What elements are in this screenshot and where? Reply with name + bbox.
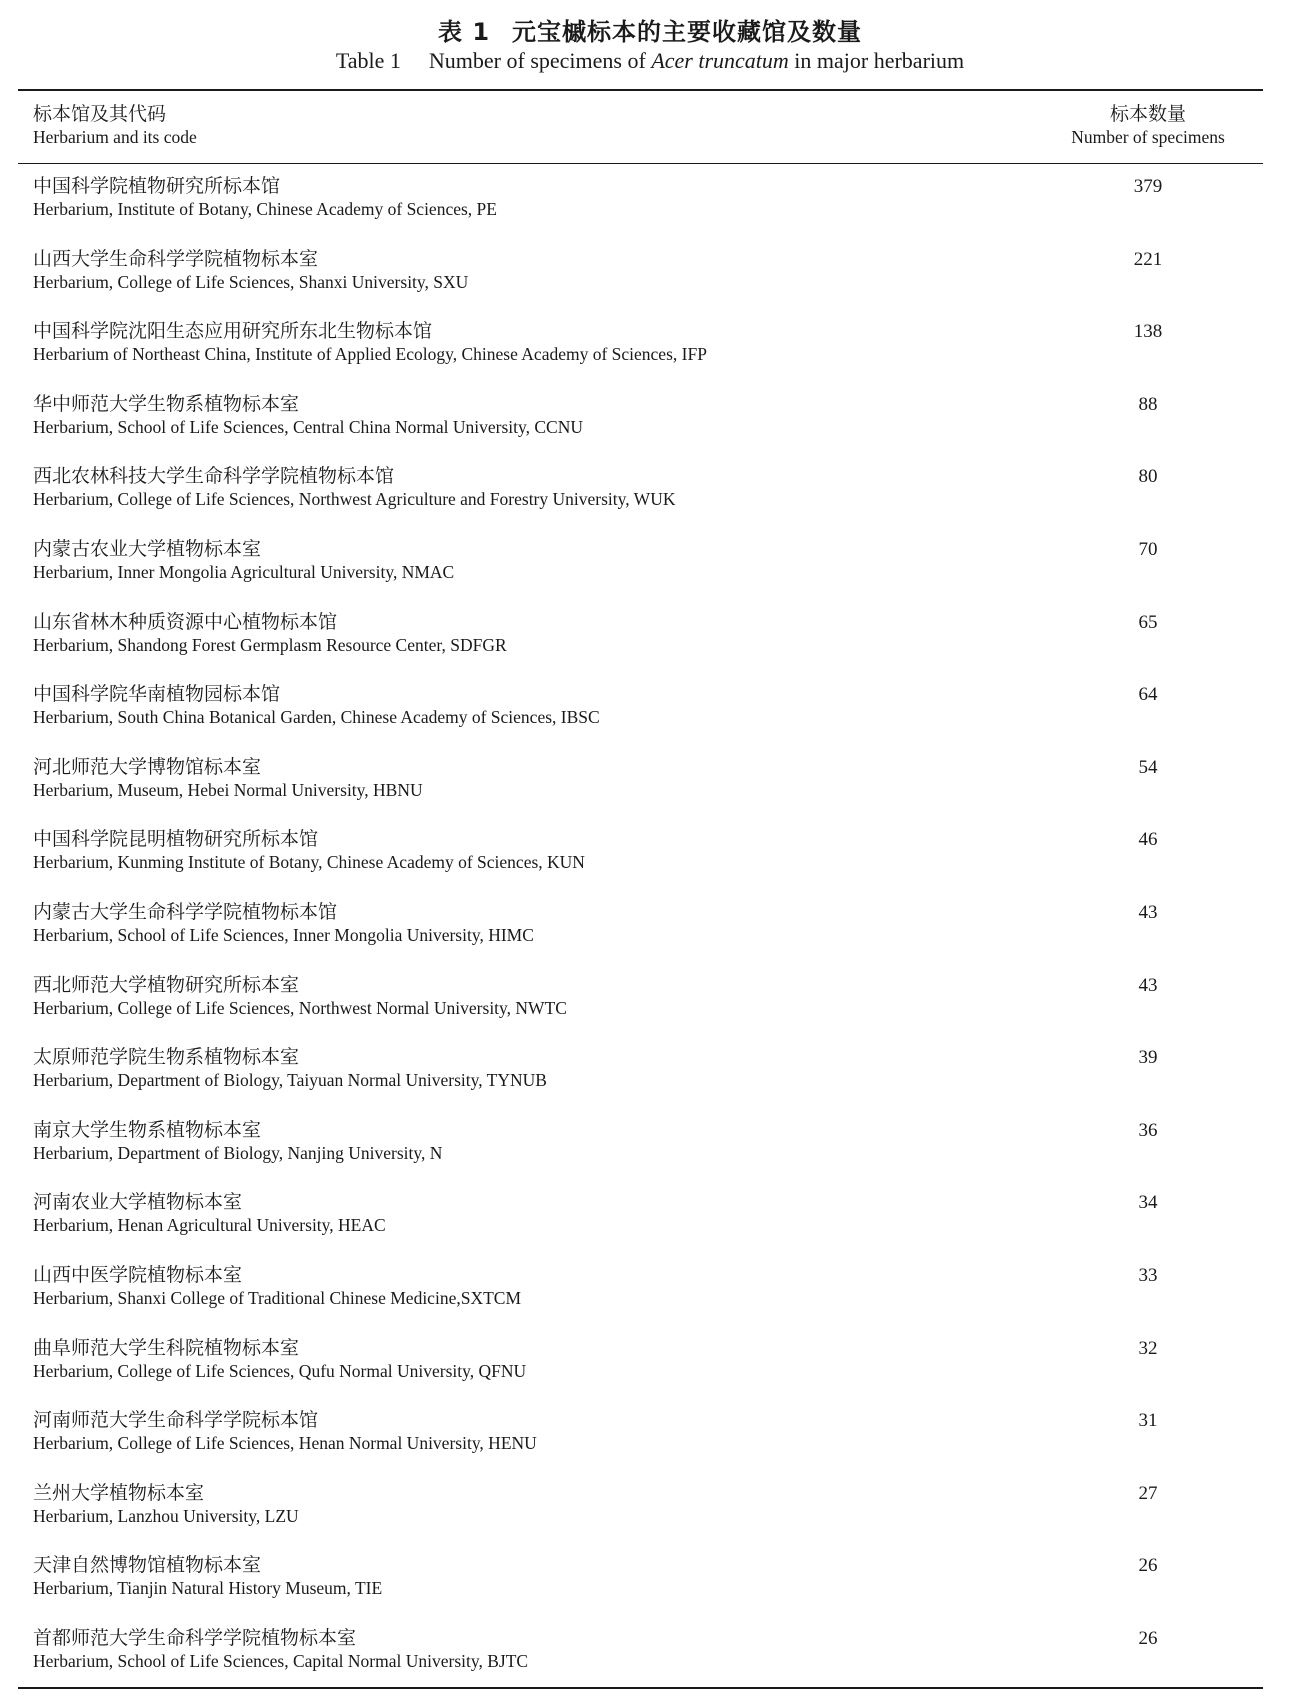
specimen-count: 88 [1138,393,1158,415]
specimen-count: 43 [1138,901,1158,923]
herbarium-name-en: Herbarium of Northeast China, Institute of Applied Ecology, Chinese Academy of Sciences, IFP [33,344,707,365]
specimen-count: 379 [1133,176,1163,197]
table-row [33,464,1248,537]
herbarium-name-cn: 天津自然博物馆植物标本室 [33,1554,262,1577]
header-col2-cn: 标本数量 [1109,103,1186,125]
specimen-count: 33 [1138,1264,1158,1286]
table-row [33,319,1248,392]
table-number-cn: 表 1 [437,18,491,46]
table-row [33,1190,1248,1263]
herbarium-name-en: Herbarium, Tianjin Natural History Museum, TIE [33,1578,383,1599]
table-caption-en [0,48,1300,74]
table-row [33,973,1248,1046]
specimen-count: 34 [1138,1192,1158,1214]
herbarium-name-en: Herbarium, Henan Agricultural University, HEAC [33,1215,386,1236]
table-row [33,1481,1248,1554]
table-row [33,1553,1248,1626]
herbarium-name-cn: 内蒙古农业大学植物标本室 [33,537,262,560]
herbarium-name-cn: 河南师范大学生命科学学院标本馆 [33,1409,319,1432]
header-col-herbarium [33,102,197,148]
herbarium-cell [33,755,1033,801]
herbarium-name-en: Herbarium, South China Botanical Garden, Chinese Academy of Sciences, IBSC [33,707,600,728]
herbarium-cell [33,1553,1033,1599]
herbarium-name-en: Herbarium, College of Life Sciences, Henan Normal University, HENU [33,1433,537,1454]
herbarium-cell [33,1118,1033,1164]
herbarium-cell [33,174,1033,220]
herbarium-name-en: Herbarium, Inner Mongolia Agricultural University, NMAC [33,561,455,582]
herbarium-name-cn: 河北师范大学博物馆标本室 [33,755,262,778]
herbarium-cell [33,247,1033,293]
table-row [33,900,1248,973]
herbarium-name-cn: 中国科学院植物研究所标本馆 [33,175,281,197]
herbarium-name-cn: 南京大学生物系植物标本室 [33,1118,262,1141]
herbarium-name-en: Herbarium, College of Life Sciences, Northwest Agriculture and Forestry University, WUK [33,489,676,510]
table-caption-cn [0,12,1300,47]
species-name: Acer truncatum [651,48,789,73]
herbarium-name-cn: 山西大学生命科学学院植物标本室 [33,247,319,270]
specimen-count: 31 [1138,1410,1158,1432]
table-row [33,1336,1248,1409]
herbarium-name-en: Herbarium, Shandong Forest Germplasm Resource Center, SDFGR [33,634,507,655]
herbarium-cell [33,464,1033,510]
table-row [33,827,1248,900]
specimen-count: 32 [1138,1337,1158,1359]
header-col-count [1048,102,1248,148]
table-row [33,174,1248,247]
herbarium-name-cn: 内蒙古大学生命科学学院植物标本馆 [33,900,338,923]
table-row [33,1118,1248,1191]
herbarium-name-cn: 兰州大学植物标本室 [33,1481,205,1504]
table-row [33,1045,1248,1118]
herbarium-cell [33,900,1033,946]
specimen-count: 46 [1138,829,1158,851]
herbarium-name-en: Herbarium, Institute of Botany, Chinese Academy of Sciences, PE [33,199,497,219]
herbarium-cell [33,827,1033,873]
herbarium-name-en: Herbarium, Museum, Hebei Normal University, HBNU [33,779,423,800]
herbarium-name-en: Herbarium, Lanzhou University, LZU [33,1505,299,1526]
herbarium-cell [33,1481,1033,1527]
herbarium-name-en: Herbarium, College of Life Sciences, Northwest Normal University, NWTC [33,997,567,1018]
specimen-count: 36 [1138,1119,1158,1141]
bottom-rule [18,1687,1263,1689]
table-title-en-pre: Number of specimens of [428,48,652,73]
table-title-cn: 元宝槭标本的主要收藏馆及数量 [512,18,863,46]
herbarium-name-cn: 中国科学院昆明植物研究所标本馆 [33,828,319,851]
herbarium-name-en: Herbarium, School of Life Sciences, Inner Mongolia University, HIMC [33,924,534,945]
table-row [33,755,1248,828]
specimen-count: 70 [1138,538,1158,560]
header-col1-en: Herbarium and its code [33,127,197,147]
herbarium-name-cn: 河南农业大学植物标本室 [33,1191,243,1214]
table-row [33,1408,1248,1481]
herbarium-name-cn: 太原师范学院生物系植物标本室 [33,1046,300,1069]
specimen-count: 26 [1138,1555,1158,1577]
specimen-count: 39 [1138,1047,1158,1069]
herbarium-name-cn: 曲阜师范大学生科院植物标本室 [33,1336,300,1359]
top-rule [18,89,1263,91]
specimen-count: 54 [1138,756,1158,778]
herbarium-cell [33,1408,1033,1454]
specimen-count: 80 [1138,466,1158,488]
herbarium-name-cn: 山东省林木种质资源中心植物标本馆 [33,610,338,633]
herbarium-cell [33,1336,1033,1382]
table-row [33,537,1248,610]
table-row [33,610,1248,683]
table-number-en: Table 1 [335,48,401,73]
table-row [33,247,1248,320]
herbarium-name-cn: 山西中医学院植物标本室 [33,1263,243,1286]
herbarium-name-en: Herbarium, College of Life Sciences, Qufu Normal University, QFNU [33,1360,527,1381]
table-title-en-post: in major herbarium [788,48,965,73]
herbarium-name-en: Herbarium, School of Life Sciences, Central China Normal University, CCNU [33,416,583,437]
herbarium-name-en: Herbarium, College of Life Sciences, Shanxi University, SXU [33,271,469,292]
specimen-count: 64 [1138,684,1158,706]
herbarium-name-cn: 华中师范大学生物系植物标本室 [33,392,300,415]
header-col1-cn: 标本馆及其代码 [33,103,167,125]
specimen-count: 221 [1133,248,1163,270]
specimen-count: 65 [1138,611,1158,633]
herbarium-name-en: Herbarium, Shanxi College of Traditional Chinese Medicine,SXTCM [33,1287,522,1308]
herbarium-name-en: Herbarium, Department of Biology, Taiyuan Normal University, TYNUB [33,1070,547,1091]
herbarium-name-en: Herbarium, Kunming Institute of Botany, Chinese Academy of Sciences, KUN [33,852,585,873]
table-row [33,682,1248,755]
table-row [33,1263,1248,1336]
herbarium-cell [33,392,1033,438]
table-row [33,392,1248,465]
header-col2-en: Number of specimens [1071,127,1225,147]
specimen-count: 138 [1133,321,1163,343]
table-body [33,174,1248,1698]
herbarium-cell [33,1190,1033,1236]
herbarium-cell [33,537,1033,583]
herbarium-cell [33,1626,1033,1672]
herbarium-name-cn: 首都师范大学生命科学学院植物标本室 [33,1626,357,1649]
header-rule [18,163,1263,164]
herbarium-name-cn: 西北师范大学植物研究所标本室 [33,973,300,996]
herbarium-name-cn: 西北农林科技大学生命科学学院植物标本馆 [33,465,395,488]
specimen-count: 43 [1138,974,1158,996]
herbarium-name-en: Herbarium, Department of Biology, Nanjing University, N [33,1142,443,1163]
herbarium-cell [33,973,1033,1019]
herbarium-cell [33,1045,1033,1091]
herbarium-name-cn: 中国科学院华南植物园标本馆 [33,683,281,706]
specimen-count: 27 [1138,1482,1158,1504]
herbarium-name-cn: 中国科学院沈阳生态应用研究所东北生物标本馆 [33,320,433,343]
herbarium-cell [33,610,1033,656]
herbarium-cell [33,1263,1033,1309]
herbarium-name-en: Herbarium, School of Life Sciences, Capital Normal University, BJTC [33,1650,529,1671]
herbarium-cell [33,319,1033,365]
herbarium-cell [33,682,1033,728]
specimen-count: 26 [1138,1627,1158,1649]
